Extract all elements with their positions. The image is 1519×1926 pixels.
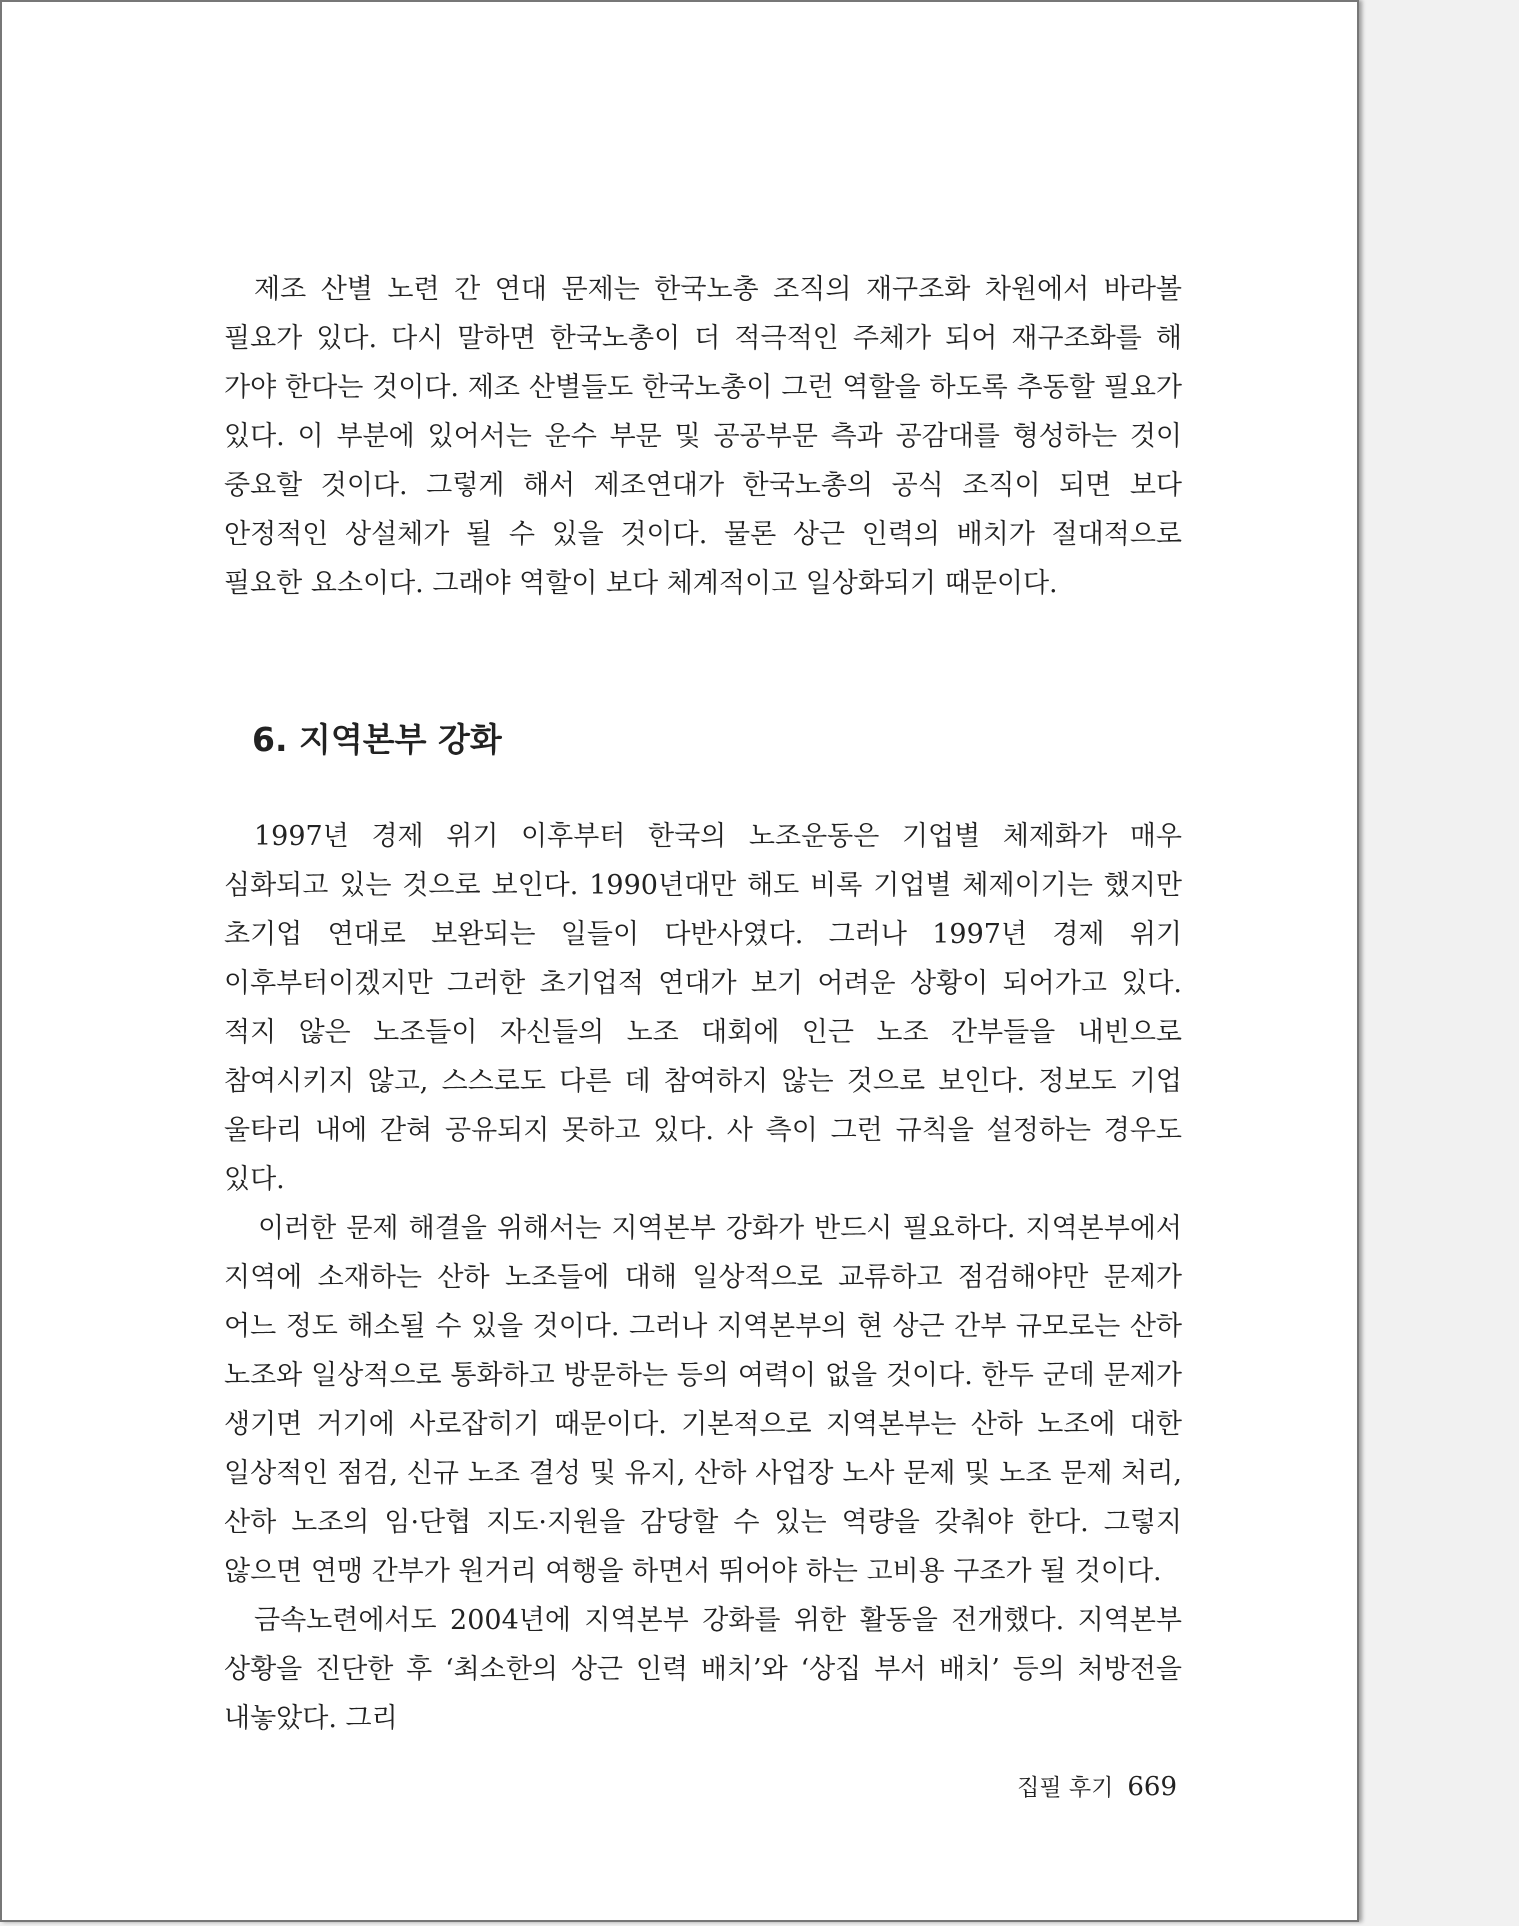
text-block-top xyxy=(224,265,1182,608)
running-footer-title: 집필 후기 xyxy=(1017,1775,1114,1801)
body-paragraph-2: 1997년 경제 위기 이후부터 한국의 노조운동은 기업별 체제화가 매우 심화되고 있는 것으로 보인다. 1990년대만 해도 비록 기업별 체제이기는 했지만 초기업 연대로 보완되는 일들이 다반사였다. 그러나 1997년 경제 위기 이후부터이겠지만 그러한 초기업적 연대가 보기 어려운 상황이 되어가고 있다. 적지 않은 노조들이 자신들의 노조 대회에 인근 노조 간부들을 내빈으로 참여시키지 않고, 스스로도 다른 데 참여하지 않는 것으로 보인다. 정보도 기업 울타리 내에 갇혀 공유되지 못하고 있다. 사 측이 그런 규칙을 설정하는 경우도 있다. xyxy=(224,821,1182,1195)
section-heading: 6. 지역본부 강화 xyxy=(252,720,502,759)
text-block-main xyxy=(224,812,1182,1743)
body-paragraph-4: 금속노련에서도 2004년에 지역본부 강화를 위한 활동을 전개했다. 지역본부 상황을 진단한 후 ‘최소한의 상근 인력 배치’와 ‘상집 부서 배치’ 등의 처방전을 내놓았다. 그리 xyxy=(224,1605,1182,1734)
body-paragraph-3: 이러한 문제 해결을 위해서는 지역본부 강화가 반드시 필요하다. 지역본부에서 지역에 소재하는 산하 노조들에 대해 일상적으로 교류하고 점검해야만 문제가 어느 정도 해소될 수 있을 것이다. 그러나 지역본부의 현 상근 간부 규모로는 산하 노조와 일상적으로 통화하고 방문하는 등의 여력이 없을 것이다. 한두 군데 문제가 생기면 거기에 사로잡히기 때문이다. 기본적으로 지역본부는 산하 노조에 대한 일상적인 점검, 신규 노조 결성 및 유지, 산하 사업장 노사 문제 및 노조 문제 처리, 산하 노조의 임·단협 지도·지원을 감당할 수 있는 역량을 갖춰야 한다. 그렇지 않으면 연맹 간부가 원거리 여행을 하면서 뛰어야 하는 고비용 구조가 될 것이다. xyxy=(224,1213,1182,1587)
body-paragraph-1: 제조 산별 노련 간 연대 문제는 한국노총 조직의 재구조화 차원에서 바라볼 필요가 있다. 다시 말하면 한국노총이 더 적극적인 주체가 되어 재구조화를 해 가야 한다는 것이다. 제조 산별들도 한국노총이 그런 역할을 하도록 추동할 필요가 있다. 이 부분에 있어서는 운수 부문 및 공공부문 측과 공감대를 형성하는 것이 중요할 것이다. 그렇게 해서 제조연대가 한국노총의 공식 조직이 되면 보다 안정적인 상설체가 될 수 있을 것이다. 물론 상근 인력의 배치가 절대적으로 필요한 요소이다. 그래야 역할이 보다 체계적이고 일상화되기 때문이다. xyxy=(224,274,1182,599)
page-number: 669 xyxy=(1127,1772,1177,1802)
page-footer xyxy=(1017,1769,1177,1802)
